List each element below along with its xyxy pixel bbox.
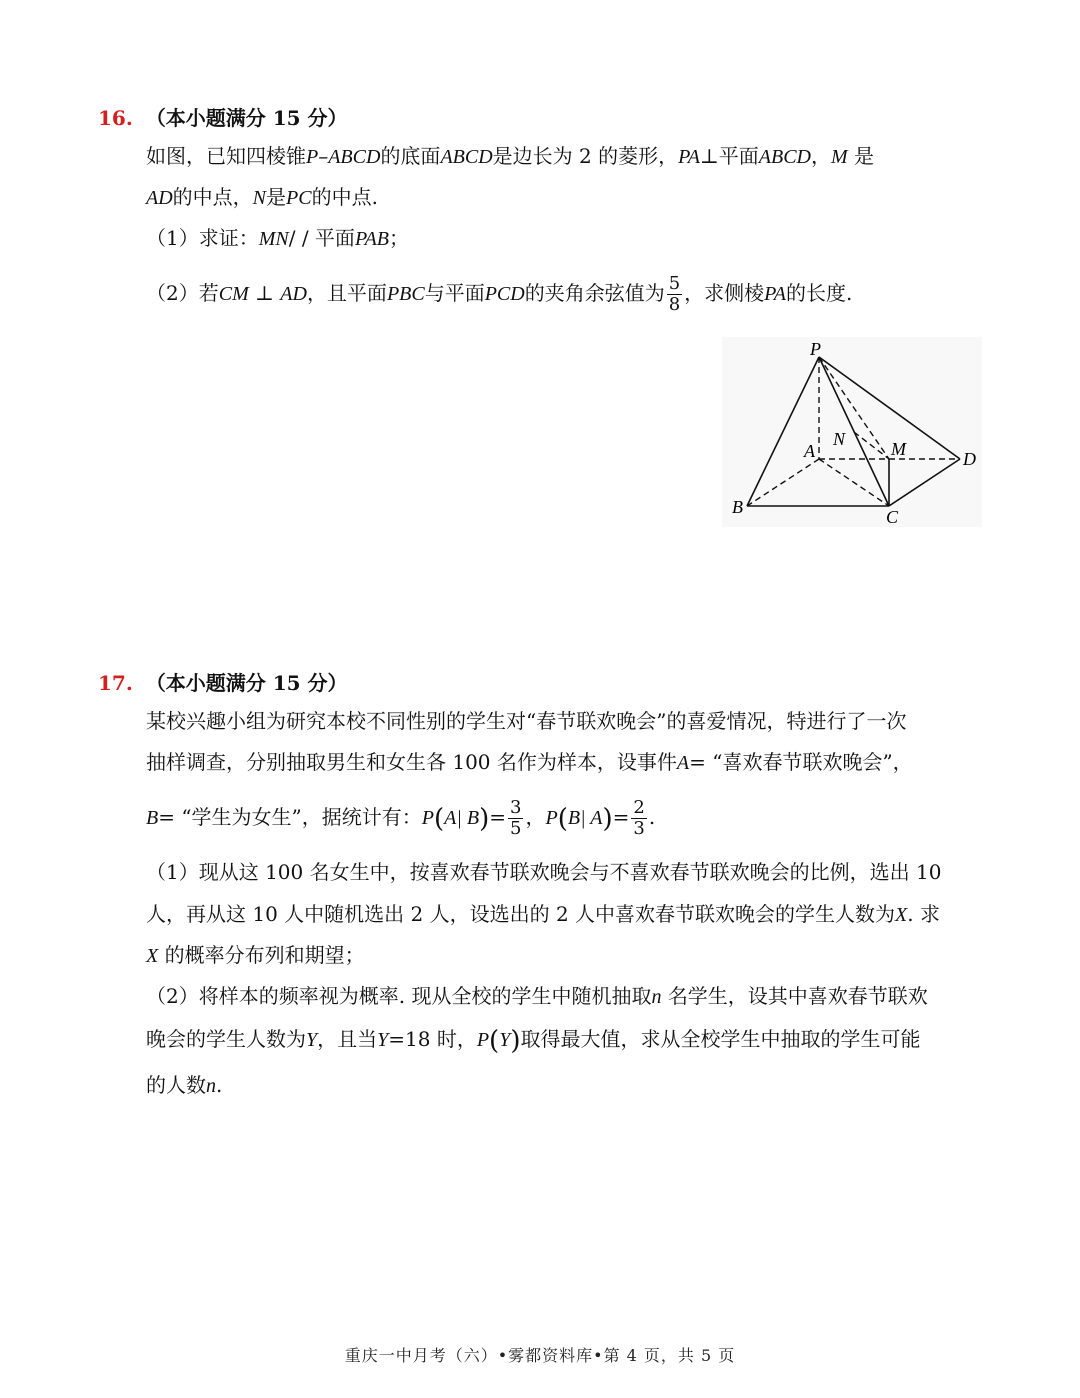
pyramid-figure: [722, 337, 982, 527]
q16-line-2: AD的中点，N是PC的中点.: [146, 185, 378, 209]
q17-score: （本小题满分 15 分）: [145, 671, 348, 695]
q16-number: 16.: [98, 106, 133, 130]
q17-line-5: 人，再从这 10 人中随机选出 2 人，设选出的 2 人中喜欢春节联欢晚会的学生人数为X. 求: [146, 902, 940, 926]
label-p: P: [810, 339, 821, 359]
q16-subquestion-1: （1）求证：MN/ / 平面PAB；: [146, 226, 410, 250]
q16-subquestion-2: （2）若CM ⊥ AD，且平面PBC与平面PCD的夹角余弦值为 $\frac{5}{8}$ ，求侧棱PA的长度.: [146, 273, 853, 315]
page-footer: 重庆一中月考（六）•雾都资料库•第 4 页，共 5 页: [344, 1346, 736, 1365]
q16-line-1: 如图，已知四棱锥P–ABCD的底面ABCD是边长为 2 的菱形，PA⊥平面ABCD，M 是: [146, 144, 875, 168]
label-a: A: [804, 441, 815, 461]
q17-number: 17.: [98, 671, 133, 695]
label-c: C: [886, 507, 899, 527]
prob-fraction-2: $\frac{2}{3}$: [633, 797, 645, 839]
cosine-fraction: $\frac{5}{8}$: [668, 273, 681, 315]
q17-line-3: B= “学生为女生”，据统计有：P(A| B)= $\frac{3}{5}$ ，P(B| A)= $\frac{2}{3}$ .: [146, 797, 656, 839]
q17-line-6: X 的概率分布列和期望；: [146, 943, 365, 967]
q16-header: [98, 102, 348, 131]
q17-line-4: （1）现从这 100 名女生中，按喜欢春节联欢晚会与不喜欢春节联欢晚会的比例，选出 10: [146, 860, 942, 884]
q16-score: （本小题满分 15 分）: [145, 106, 348, 130]
figure-background: [722, 337, 982, 527]
q17-line-1: 某校兴趣小组为研究本校不同性别的学生对“春节联欢晚会”的喜爱情况，特进行了一次: [146, 709, 907, 733]
q17-line-2: 抽样调查，分别抽取男生和女生各 100 名作为样本，设事件A= “喜欢春节联欢晚会”，: [146, 750, 913, 774]
q17-header: [98, 667, 348, 696]
q17-line-8: 晚会的学生人数为Y，且当Y=18 时，P(Y)取得最大值，求从全校学生中抽取的学生可能: [146, 1026, 921, 1056]
label-m: M: [891, 439, 906, 459]
label-n: N: [833, 429, 846, 449]
q17-line-9: 的人数n.: [146, 1073, 223, 1097]
prob-fraction-1: $\frac{3}{5}$: [510, 797, 522, 839]
label-d: D: [963, 449, 976, 469]
label-b: B: [732, 497, 743, 517]
q17-line-7: （2）将样本的频率视为概率. 现从全校的学生中随机抽取n 名学生，设其中喜欢春节联欢: [146, 984, 928, 1008]
